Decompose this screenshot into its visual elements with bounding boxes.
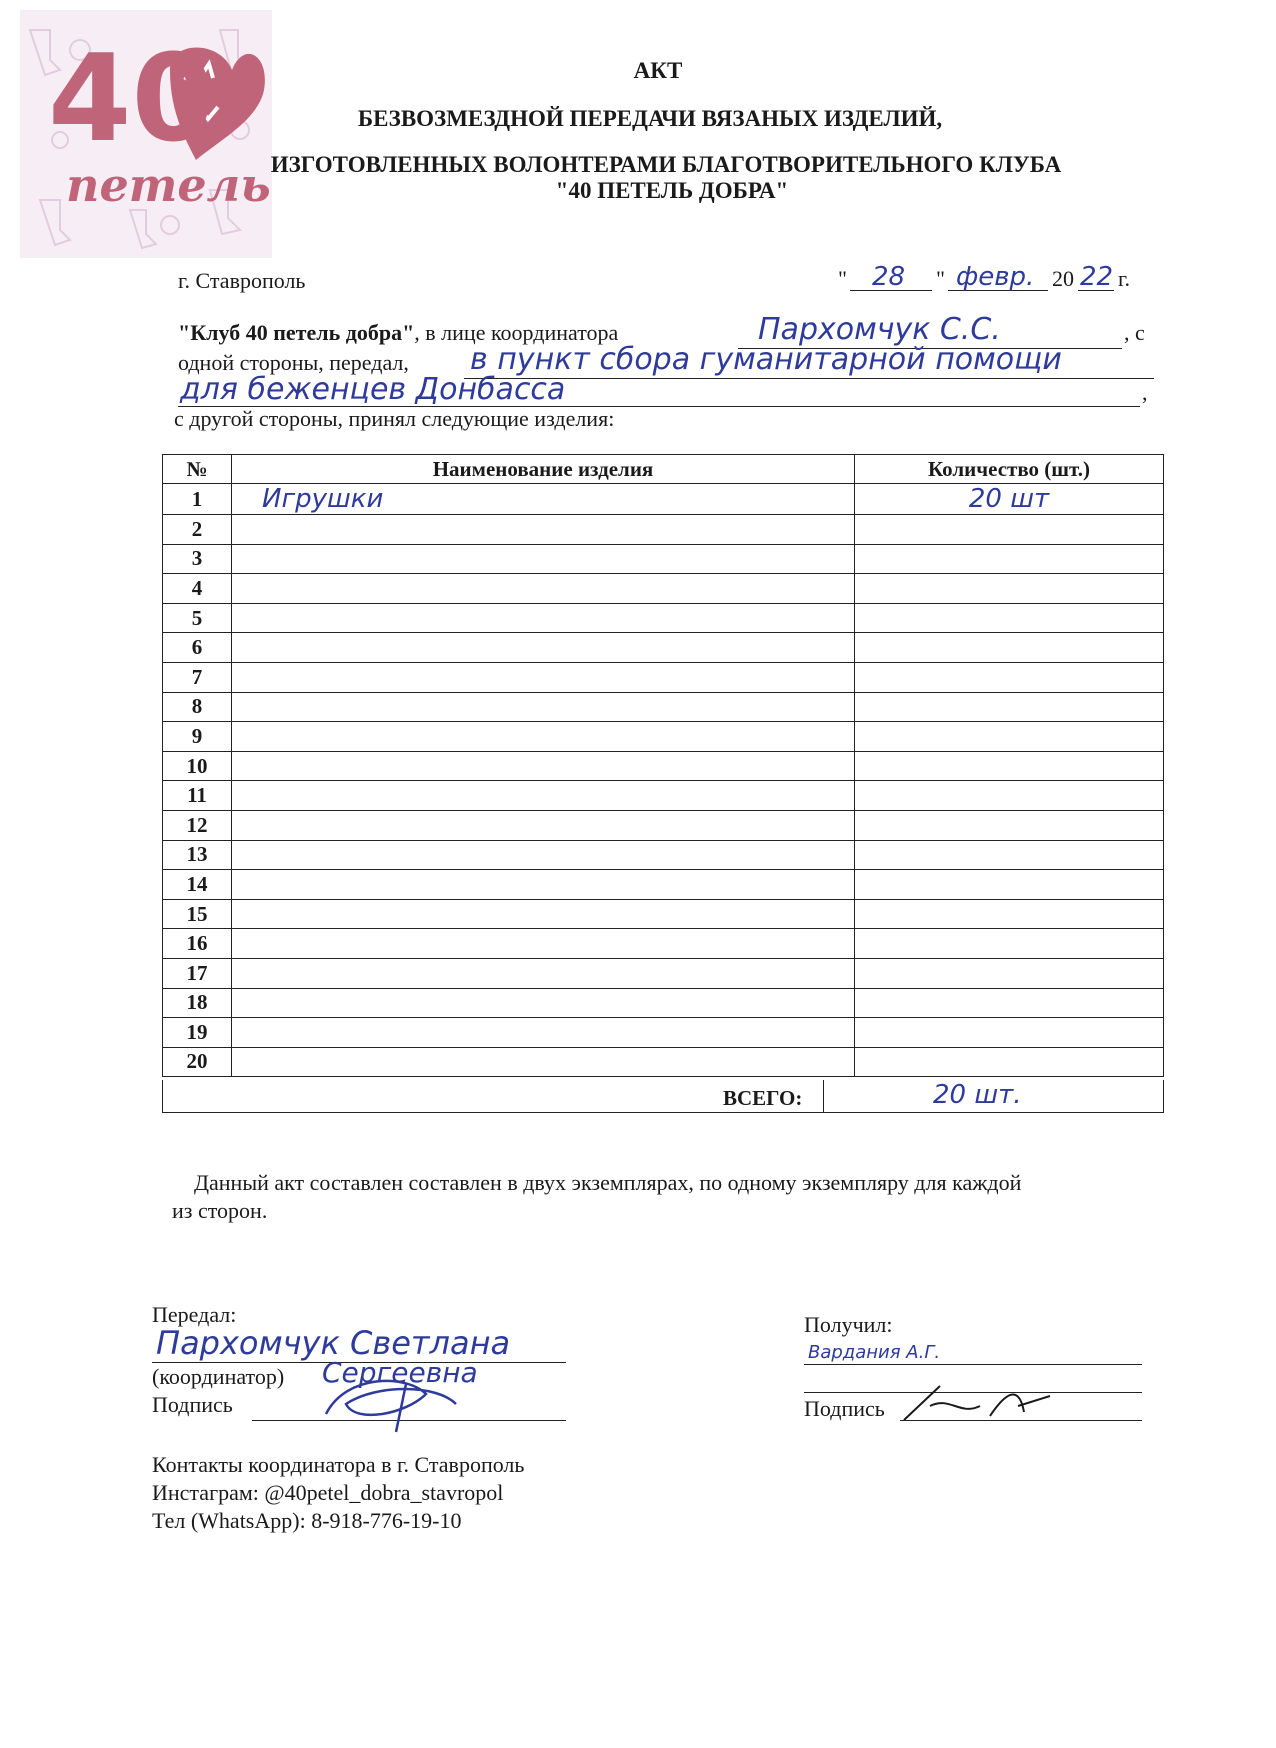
date	[838, 262, 1150, 294]
row-item-name	[232, 662, 855, 692]
recipient-line-2: для беженцев Донбасса	[180, 372, 566, 407]
row-item-name	[232, 515, 855, 545]
row-number: 4	[163, 574, 232, 604]
date-year-end: г.	[1118, 266, 1131, 291]
sender-block	[152, 1302, 572, 1432]
row-item-name	[232, 603, 855, 633]
receiver-block	[804, 1312, 1144, 1422]
date-year-prefix: 20	[1052, 266, 1074, 291]
header-name: Наименование изделия	[232, 455, 855, 484]
row-quantity	[855, 840, 1164, 870]
total-row	[162, 1080, 1164, 1113]
sender-label: Передал:	[152, 1302, 237, 1327]
logo-word: петель	[66, 158, 271, 212]
row-number: 7	[163, 662, 232, 692]
table-row	[163, 870, 1164, 900]
row-item-name	[232, 544, 855, 574]
row-item-name	[232, 958, 855, 988]
row-quantity	[855, 899, 1164, 929]
table-header-row	[163, 455, 1164, 484]
sender-patronymic: Сергеевна	[322, 1356, 478, 1389]
date-close-quote: "	[936, 266, 945, 291]
table-row	[163, 484, 1164, 515]
closing-line-2: из сторон.	[172, 1198, 268, 1223]
row-number: 1	[163, 484, 232, 515]
table-row	[163, 751, 1164, 781]
receiver-sign-label: Подпись	[804, 1396, 885, 1421]
table-row	[163, 1047, 1164, 1077]
row-number: 15	[163, 899, 232, 929]
doc-subtitle-3: "40 ПЕТЕЛЬ ДОБРА"	[555, 178, 789, 203]
row-quantity	[855, 515, 1164, 545]
recipient-line-1: в пункт сбора гуманитарной помощи	[470, 342, 1062, 377]
row-item-name	[232, 899, 855, 929]
table-row	[163, 603, 1164, 633]
table-row	[163, 515, 1164, 545]
row-item-name	[232, 574, 855, 604]
table-row	[163, 988, 1164, 1018]
row-quantity	[855, 603, 1164, 633]
club-name: "Клуб 40 петель добра"	[178, 320, 415, 345]
items-table	[162, 454, 1164, 1077]
table-row	[163, 574, 1164, 604]
receiver-label: Получил:	[804, 1312, 893, 1337]
table-row	[163, 722, 1164, 752]
row-item-name	[232, 810, 855, 840]
row-quantity	[855, 958, 1164, 988]
row-number: 13	[163, 840, 232, 870]
intro-comma-c: , с	[1124, 320, 1145, 345]
row-quantity	[855, 870, 1164, 900]
receiver-signature	[900, 1376, 1060, 1426]
table-row	[163, 929, 1164, 959]
table-row	[163, 810, 1164, 840]
logo-number: 40	[48, 30, 215, 169]
row-quantity	[855, 633, 1164, 663]
total-value: 20 шт.	[933, 1080, 1022, 1110]
doc-title: АКТ	[633, 58, 683, 83]
table-row	[163, 1018, 1164, 1048]
club-logo	[20, 10, 272, 258]
row-number: 17	[163, 958, 232, 988]
row-quantity	[855, 751, 1164, 781]
row-number: 6	[163, 633, 232, 663]
row-quantity	[855, 1018, 1164, 1048]
row-quantity	[855, 988, 1164, 1018]
contacts-line-3: Тел (WhatsApp): 8-918-776-19-10	[152, 1508, 462, 1533]
table-row	[163, 899, 1164, 929]
row-item-name	[232, 751, 855, 781]
intro-other-side: с другой стороны, принял следующие изделия:	[174, 406, 615, 431]
table-row	[163, 633, 1164, 663]
row-quantity	[855, 574, 1164, 604]
table-row	[163, 692, 1164, 722]
table-row	[163, 781, 1164, 811]
row-item-name	[232, 633, 855, 663]
row-number: 11	[163, 781, 232, 811]
row-quantity	[855, 722, 1164, 752]
closing-line-1: Данный акт составлен составлен в двух экземплярах, по одному экземпляру для каждой	[194, 1170, 1022, 1195]
coordinator-name: Пархомчук С.С.	[758, 312, 1001, 347]
row-number: 8	[163, 692, 232, 722]
contacts-line-2: Инстаграм: @40petel_dobra_stavropol	[152, 1480, 504, 1505]
row-number: 10	[163, 751, 232, 781]
sender-signature	[316, 1364, 466, 1434]
doc-subtitle-1: БЕЗВОЗМЕЗДНОЙ ПЕРЕДАЧИ ВЯЗАНЫХ ИЗДЕЛИЙ,	[357, 106, 943, 131]
row-item-name: Игрушки	[232, 484, 855, 515]
row-quantity	[855, 662, 1164, 692]
table-row	[163, 958, 1164, 988]
place: г. Ставрополь	[178, 268, 306, 293]
row-item-name	[232, 840, 855, 870]
date-year-suffix: 22	[1080, 262, 1114, 292]
row-item-name	[232, 929, 855, 959]
total-label: ВСЕГО:	[723, 1086, 803, 1110]
intro-in-person: , в лице координатора	[414, 320, 619, 345]
row-number: 16	[163, 929, 232, 959]
table-row	[163, 840, 1164, 870]
receiver-name: Вардания А.Г.	[808, 1342, 941, 1363]
table-row	[163, 544, 1164, 574]
sender-role: (координатор)	[152, 1364, 285, 1389]
row-item-name	[232, 1018, 855, 1048]
row-number: 9	[163, 722, 232, 752]
row-quantity	[855, 544, 1164, 574]
row-number: 12	[163, 810, 232, 840]
table-row	[163, 662, 1164, 692]
row-number: 5	[163, 603, 232, 633]
row-number: 2	[163, 515, 232, 545]
row-quantity	[855, 1047, 1164, 1077]
row-quantity	[855, 929, 1164, 959]
contacts-line-1: Контакты координатора в г. Ставрополь	[152, 1452, 525, 1477]
row-item-name	[232, 1047, 855, 1077]
header-qty: Количество (шт.)	[855, 455, 1164, 484]
row-item-name	[232, 988, 855, 1018]
row-number: 20	[163, 1047, 232, 1077]
row-quantity	[855, 810, 1164, 840]
row-number: 19	[163, 1018, 232, 1048]
header-num: №	[163, 455, 232, 484]
row-quantity	[855, 781, 1164, 811]
date-open-quote: "	[838, 266, 847, 291]
row-item-name	[232, 870, 855, 900]
sender-sign-label: Подпись	[152, 1392, 233, 1417]
doc-subtitle-2: ИЗГОТОВЛЕННЫХ ВОЛОНТЕРАМИ БЛАГОТВОРИТЕЛЬНОГО КЛУБА	[270, 152, 1062, 177]
row-quantity	[855, 692, 1164, 722]
row-item-name	[232, 781, 855, 811]
row-number: 18	[163, 988, 232, 1018]
date-day: 28	[872, 262, 906, 292]
row-number: 14	[163, 870, 232, 900]
row-number: 3	[163, 544, 232, 574]
row-item-name	[232, 692, 855, 722]
row-quantity: 20 шт	[855, 484, 1164, 515]
row-item-name	[232, 722, 855, 752]
intro-end-comma: ,	[1142, 380, 1148, 405]
intro-one-side: одной стороны, передал,	[178, 350, 409, 375]
date-month: февр.	[956, 262, 1035, 292]
sender-name: Пархомчук Светлана	[156, 1324, 511, 1362]
